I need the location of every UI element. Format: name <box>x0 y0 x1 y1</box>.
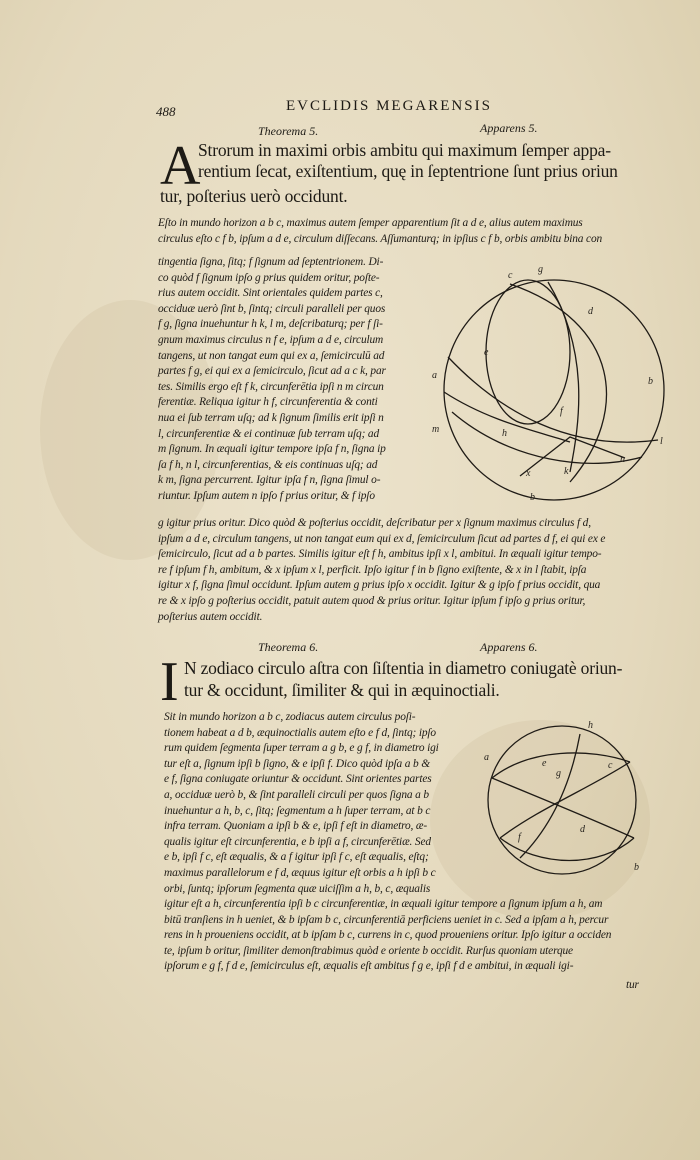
text-line: riuntur. Ipſum autem n ipſo f prius oritur, & f ipſo <box>158 489 375 502</box>
proof-5-wide-bottom <box>158 516 605 625</box>
text-line: ipſorum e g f, f d e, ſemicirculus eſt, æqualis eſt ambitus f g e, ipſi f d e ambitui, in æquali igi- <box>164 960 574 973</box>
text-line: ferentiæ. Reliqua igitur h f, circunferentia & conti <box>158 396 378 409</box>
text-line: Sit in mundo horizon a b c, zodiacus autem circulus poſi- <box>164 711 416 723</box>
text-line: rum quidem ſegmenta ſuper terram a g b, e g f, in diametro igi <box>164 742 439 755</box>
text-line: occiduæ uerò ſint b, ſintq; circuli paralleli per quos <box>158 302 386 315</box>
proposition-5-line-1: Strorum in maximi orbis ambitu qui maximum ſemper appa- <box>198 140 611 160</box>
text-line: gnum maximus circulus n f e, ipſum a d e, circulum <box>158 333 384 346</box>
page-number: 488 <box>156 104 176 119</box>
drop-cap-a: A <box>160 135 201 197</box>
proposition-6-line-1: N zodiaco circulo aſtra con ſiſtentia in diametro coniugatè oriun- <box>184 658 623 678</box>
figure-label: g <box>556 768 561 779</box>
figure-theorem-6 <box>480 718 660 878</box>
theorem-6-label: Theorema 6. <box>258 640 319 654</box>
text-line: rens in h proueniens occidit, at b ipſam b c, currens in c, quod proueniens oritur. Ipſo igitur a occiden <box>164 929 612 942</box>
figure-label: b <box>634 862 639 873</box>
figure-label: x <box>526 468 531 479</box>
text-line: inuehuntur a h, b, c, ſitq; ſegmentum a h ſuper terram, at b c <box>164 804 431 817</box>
proof-6-wide-bottom <box>164 897 611 975</box>
figure-label: f <box>518 832 521 843</box>
figure-label: b <box>530 492 535 503</box>
figure-label: e <box>542 758 547 769</box>
text-line: g igitur prius oritur. Dico quòd & poſterius occidit, deſcribatur per x ſignum maximus circulus f d, <box>158 517 591 529</box>
text-line: poſterius autem occidit. <box>158 610 263 623</box>
text-line: igitur x f, ſigna ſimul occidunt. Ipſum autem g prius ipſo x occidit. Igitur & g ipſo f prius occidit, qua <box>158 579 601 592</box>
text-line: tionem habeat a d b, æquinoctialis autem eſto e f d, ſintq; ipſo <box>164 726 436 739</box>
text-line: tingentia ſigna, ſitq; f ſignum ad ſeptentrionem. Di- <box>158 256 384 268</box>
apparens-5-label: Apparens 5. <box>480 121 538 135</box>
text-line: ipſum a d e, circulum tangens, ut non tangat eum qui ex d, ſemicirculum ſicut ad partes d f, ei qui ex e <box>158 532 606 545</box>
theorem-5-label: Theorema 5. <box>258 124 319 138</box>
apparens-6-label: Apparens 6. <box>480 640 538 654</box>
figure-label: a <box>432 370 437 381</box>
figure-label: m <box>432 424 440 435</box>
text-line: k m, ſigna percurrent. Igitur ipſa f n, ſigna ſimul o- <box>158 474 381 487</box>
text-line: tur eſt a, ſignum ipſi b ſigno, & e ipſi f. Dico quòd ipſa a b & <box>164 757 430 770</box>
figure-label: d <box>580 824 585 835</box>
parallel-hk <box>448 357 658 442</box>
proposition-5-line-3: tur, poſterius uerò occidunt. <box>160 186 348 206</box>
figure-label: c <box>608 760 613 771</box>
figure-label: e <box>484 347 489 358</box>
text-line: tangens, ut non tangat eum qui ex a, ſemicirculū ad <box>158 349 385 362</box>
figure-label: c <box>508 270 513 281</box>
text-line: partes f g, ei qui ex a ſemicirculo, ſicut ad a c k, par <box>158 365 386 378</box>
figure-label: h <box>588 720 593 731</box>
text-line: m ſignum. In æquali igitur tempore ipſa f n, ſigna ip <box>158 443 386 456</box>
figure-label: a <box>484 752 489 763</box>
text-line: qualis igitur eſt circunferentia, e b ipſi a f, circunferētiæ. Sed <box>164 835 431 848</box>
proposition-5-line-2: rentium ſecat, exiſtentium, quę in ſeptentrione ſunt prius oriun <box>198 161 618 181</box>
text-line: re & x ipſo g poſterius occidit, patuit autem quod & prius oritur. Igitur ipſum f ipſo g prius oritur, <box>158 594 586 607</box>
text-line: re f ipſum f h, ambitum, & x ipſum x l, perficit. Ipſo igitur f in b ſigno exiſtente, & x in l ſtabit, ipſa <box>158 563 587 576</box>
text-line: f g, ſigna inuehuntur h k, l m, deſcribaturq; per f ſi- <box>158 318 383 331</box>
running-title: EVCLIDIS MEGARENSIS <box>286 98 492 114</box>
figure-label: f <box>560 406 563 417</box>
horizon-circle <box>444 280 664 500</box>
figure-label: h <box>502 428 507 439</box>
proposition-6-line-2: tur & occidunt, ſimiliter & qui in æquinoctiali. <box>184 680 500 700</box>
figure-label: l <box>660 436 663 447</box>
text-line: e f, ſigna coniugate oriuntur & occidunt. Sint orientes partes <box>164 773 432 786</box>
text-line: circulus eſto c f b, ipſum a d e, circulum diſſecans. Aſſumanturq; in ipſius c f b, orbis ambitu bina con <box>158 232 603 245</box>
text-line: tes. Similis ergo eſt f k, circunferētia ipſi n m circun <box>158 380 384 393</box>
text-line: rius autem occidit. Sint orientales quidem partes c, <box>158 287 383 300</box>
figure-label: n <box>620 454 625 465</box>
text-line: orbi, ſuntq; ipſorum ſegmenta quæ uiciſſim a h, b, c, æqualis <box>164 882 431 895</box>
proof-5-narrow <box>158 255 386 505</box>
drop-cap-i: I <box>160 651 179 713</box>
text-line: ſa f h, n l, circunferentias, & eis continuas uſq; ad <box>158 458 378 471</box>
equinoctial-circle <box>500 762 630 838</box>
great-circle-nfe <box>548 282 579 472</box>
figure-label: k <box>564 466 569 477</box>
text-line: te, ipſum b oritur, ſimiliter demonſtrabimus quòd e oriente b occidit. Rurſus quoniam uterque <box>164 944 573 957</box>
figure-label: d <box>588 306 593 317</box>
text-line: l, circunferentiæ & ei continuæ ſub terram uſq; ad <box>158 427 380 440</box>
figure-label: b <box>648 376 653 387</box>
arc-line <box>444 392 570 442</box>
text-line: co quòd f ſignum ipſo g prius quidem oritur, poſte- <box>158 271 380 284</box>
figure-label: g <box>538 264 543 275</box>
text-line: e b, ipſi f c, eſt æqualis, & a f igitur ipſi f c, eſt æqualis, eſtq; <box>164 851 429 864</box>
ever-visible-circle <box>486 280 570 424</box>
text-line: nua ei ſub terram uſq; ad k ſignum ſimilis erit ipſi n <box>158 411 384 424</box>
text-line: Eſto in mundo horizon a b c, maximus autem ſemper apparentium ſit a d e, alius autem maximus <box>158 217 583 229</box>
text-line: bitū tranſiens in h ueniet, & b ipſam b c, circunferentiā perficiens ueniet in c. Sed a ipſam a h, percur <box>164 913 609 926</box>
text-line: infra terram. Quoniam a ipſi b & e, ipſi f eſt in diametro, æ- <box>164 820 428 833</box>
text-line: a, occiduæ uerò b, & ſint paralleli circuli per quos ſigna a b <box>164 788 429 801</box>
text-line: ſemicirculo, ſicut ad a b partes. Similis igitur eſt f h, ambitus ipſi x l, ambitui. In æquali igitur tempo- <box>158 548 602 561</box>
text-line: igitur eſt a h, circunferentia ipſi b c circunferentiæ, in æquali igitur tempore a ſignum ipſum a h, am <box>164 898 603 910</box>
proof-6-narrow <box>164 710 439 897</box>
figure-theorem-5 <box>420 262 700 512</box>
proof-5-wide-top <box>158 216 602 247</box>
text-line: maximus parallelorum e f d, æquus igitur eſt orbis a h ipſi b c <box>164 866 436 879</box>
catchword: tur <box>626 979 639 991</box>
